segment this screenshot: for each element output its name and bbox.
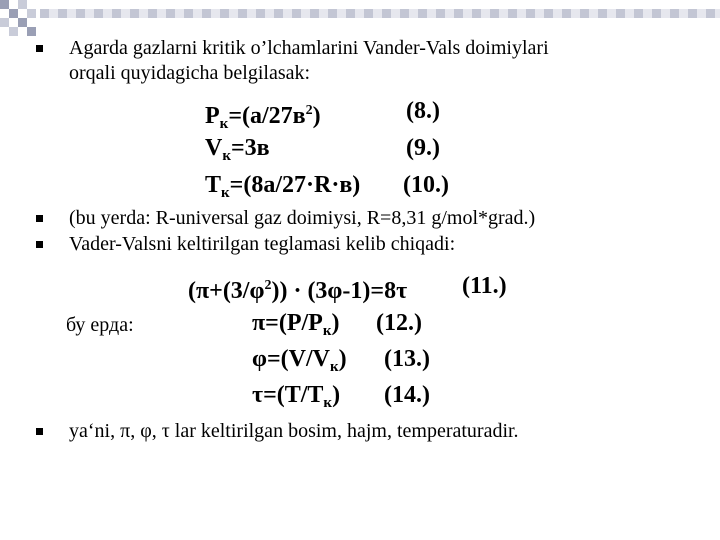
definition-row: $\varphi=(V/V_к)$ [252,346,347,375]
bullet-icon [36,428,43,435]
definition-number: (14.) [384,382,430,408]
intro-line-1: Agarda gazlarni kritik o’lchamlarini Vander-Vals doimiylari [69,37,549,59]
equation-number: (11.) [462,273,507,299]
reduced-equation: $(\pi+(3/\varphi^2)) \cdot (3\varphi-1)=8\tau$ [188,278,408,304]
intro-line-2: orqali quyidagicha belgilasak: [69,62,311,84]
bullet-icon [36,241,43,248]
formula-row: $T_к=(8a/27\cdot R\cdot в)$ [205,172,361,201]
bullet-icon [36,215,43,222]
label-here: бу ерда: [66,314,134,336]
formula-row: $P_к=(a/27в^2)$ [205,103,321,132]
definition-row: $\tau=(T/T_к)$ [252,382,341,411]
formula-number: (9.) [406,135,440,161]
formula-number: (8.) [406,98,440,124]
definition-number: (13.) [384,346,430,372]
conclusion-line: ya‘ni, π, φ, τ lar keltirilgan bosim, hajm, temperaturadir. [69,420,519,442]
formula-row: $V_к=3в$ [205,135,270,164]
statement-line: Vader-Valsni keltirilgan teglamasi kelib chiqadi: [69,233,456,255]
bullet-icon [36,45,43,52]
definition-row: $\pi=(P/P_к)$ [252,310,340,339]
formula-number: (10.) [403,172,449,198]
definition-number: (12.) [376,310,422,336]
top-stripe-bar [40,9,720,18]
note-line: (bu yerda: R-universal gaz doimiysi, R=8,31 g/mol*grad.) [69,207,536,229]
